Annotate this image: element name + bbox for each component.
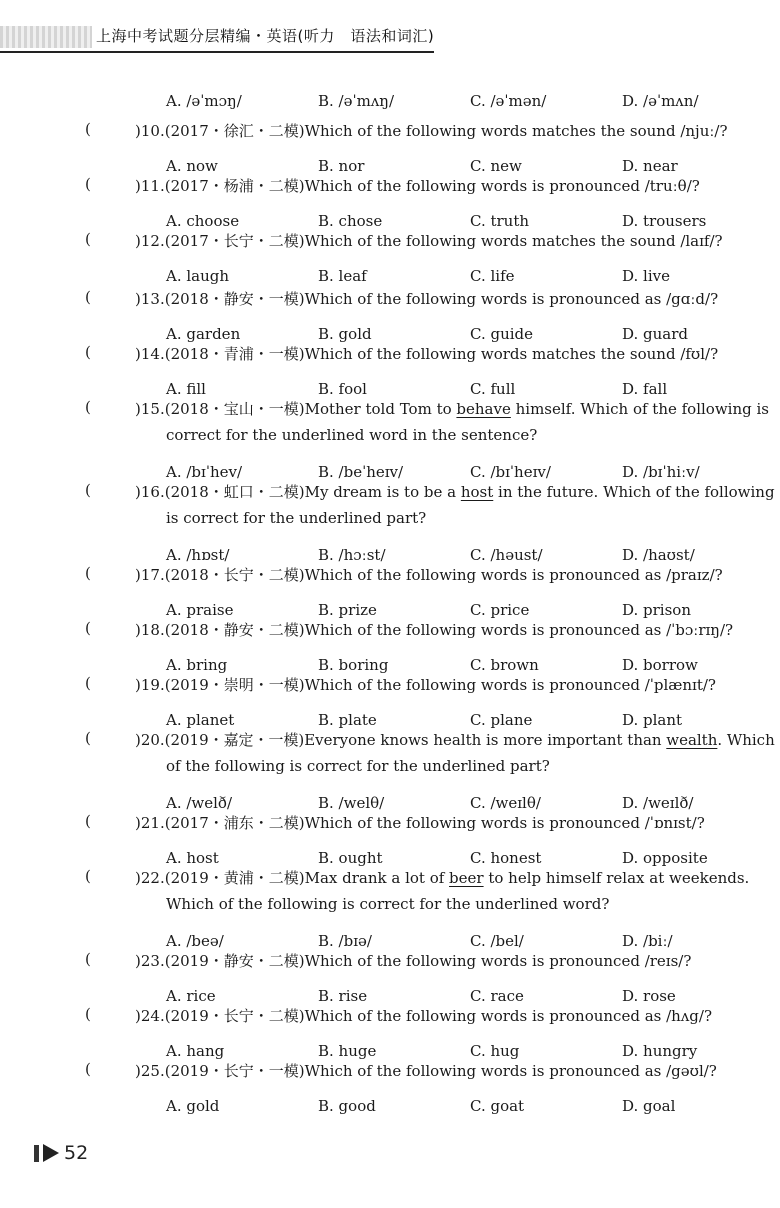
answer-bracket[interactable]: (	[85, 619, 91, 637]
option-c: C. honest	[470, 849, 542, 867]
option-a: A. praise	[166, 601, 234, 619]
question-25	[85, 1060, 770, 1082]
question-stem: (2018・静安・二模)Which of the following words is pronounced as /ˈbɔːrɪŋ/?	[164, 621, 734, 639]
option-d: D. rose	[622, 987, 676, 1005]
question-20	[85, 729, 775, 751]
question-number: )12.	[135, 232, 165, 250]
option-c: C. truth	[470, 212, 530, 230]
question-continuation: Which of the following is correct for the underlined word?	[166, 895, 610, 913]
option-a: A. hang	[166, 1042, 225, 1060]
answer-bracket[interactable]: (	[85, 1060, 91, 1078]
option-b: B. /hɔːst/	[318, 546, 386, 564]
option-d: D. /haʊst/	[622, 546, 695, 564]
option-a: A. /əˈmɔŋ/	[166, 92, 242, 110]
answer-bracket[interactable]: (	[85, 729, 91, 747]
underlined-word: host	[460, 483, 494, 501]
option-a: A. /welð/	[166, 794, 233, 812]
question-text	[135, 812, 705, 833]
option-a: A. bring	[166, 656, 228, 674]
question-number: )10.	[135, 122, 165, 140]
option-b: B. chose	[318, 212, 383, 230]
option-b: B. nor	[318, 157, 365, 175]
option-d: D. /biː/	[622, 932, 673, 950]
question-stem: (2019・长宁・一模)Which of the following words is pronounced as /gəʊl/?	[164, 1062, 717, 1080]
option-d: D. live	[622, 267, 670, 285]
question-10	[85, 120, 770, 142]
question-stem: (2017・浦东・二模)Which of the following words is pronounced /ˈɒnɪst/?	[164, 814, 705, 832]
option-b: B. fool	[318, 380, 367, 398]
header-decor-band	[0, 26, 92, 48]
answer-bracket[interactable]: (	[85, 812, 91, 830]
question-text	[135, 343, 718, 364]
question-stem: (2018・静安・一模)Which of the following words is pronounced as /gɑːd/?	[164, 290, 719, 308]
option-a: A. /hɒst/	[166, 546, 230, 564]
question-text	[135, 950, 691, 971]
answer-bracket[interactable]: (	[85, 230, 91, 248]
question-stem: (2019・静安・二模)Which of the following words is pronounced /reɪs/?	[164, 952, 692, 970]
question-text	[135, 120, 728, 141]
question-15	[85, 398, 770, 420]
option-d: D. plant	[622, 711, 683, 729]
answer-bracket[interactable]: (	[85, 674, 91, 692]
option-b: B. boring	[318, 656, 389, 674]
question-number: )14.	[135, 345, 165, 363]
option-d: D. /weɪlð/	[622, 794, 694, 812]
question-text	[135, 481, 775, 502]
question-stem: (2018・虹口・二模)My dream is to be a	[164, 483, 461, 501]
option-d: D. goal	[622, 1097, 676, 1115]
question-16	[85, 481, 775, 503]
option-b: B. /welθ/	[318, 794, 385, 812]
option-b: B. ought	[318, 849, 383, 867]
option-a: A. planet	[166, 711, 235, 729]
question-number: )18.	[135, 621, 165, 639]
question-stem: (2017・徐汇・二模)Which of the following words matches the sound /njuː/?	[164, 122, 728, 140]
question-text	[135, 867, 749, 888]
option-d: D. guard	[622, 325, 689, 343]
answer-bracket[interactable]: (	[85, 343, 91, 361]
answer-bracket[interactable]: (	[85, 398, 91, 416]
page-header	[0, 22, 434, 56]
option-c: C. life	[470, 267, 515, 285]
answer-bracket[interactable]: (	[85, 175, 91, 193]
option-b: B. huge	[318, 1042, 377, 1060]
question-number: )23.	[135, 952, 165, 970]
option-a: A. host	[166, 849, 219, 867]
option-d: D. prison	[622, 601, 691, 619]
option-b: B. /əˈmʌŋ/	[318, 92, 395, 110]
question-19	[85, 674, 770, 696]
option-a: A. choose	[166, 212, 240, 230]
question-stem: (2018・青浦・一模)Which of the following words matches the sound /fʊl/?	[164, 345, 719, 363]
question-text	[135, 288, 718, 309]
option-b: B. leaf	[318, 267, 367, 285]
option-d: D. /bɪˈhiːv/	[622, 463, 700, 481]
option-d: D. fall	[622, 380, 668, 398]
footer-bar-mark	[34, 1145, 39, 1162]
question-number: )16.	[135, 483, 165, 501]
option-c: C. new	[470, 157, 522, 175]
question-stem-end: in the future. Which of the following	[493, 483, 775, 501]
question-stem: (2018・长宁・二模)Which of the following words is pronounced as /praɪz/?	[164, 566, 723, 584]
question-stem: (2019・黄浦・二模)Max drank a lot of	[164, 869, 450, 887]
option-a: A. /beə/	[166, 932, 224, 950]
option-c: C. hug	[470, 1042, 520, 1060]
option-a: A. fill	[166, 380, 206, 398]
question-number: )17.	[135, 566, 165, 584]
question-text	[135, 729, 775, 750]
option-c: C. race	[470, 987, 524, 1005]
question-number: )19.	[135, 676, 165, 694]
option-c: C. /əˈmən/	[470, 92, 547, 110]
question-number: )22.	[135, 869, 165, 887]
option-c: C. plane	[470, 711, 533, 729]
answer-bracket[interactable]: (	[85, 564, 91, 582]
option-d: D. borrow	[622, 656, 698, 674]
option-b: B. good	[318, 1097, 376, 1115]
option-c: C. brown	[470, 656, 539, 674]
option-d: D. /əˈmʌn/	[622, 92, 699, 110]
page-number: 52	[64, 1142, 89, 1164]
question-text	[135, 1060, 717, 1081]
question-stem: (2017・杨浦・二模)Which of the following words is pronounced /truːθ/?	[164, 177, 700, 195]
option-c: C. guide	[470, 325, 534, 343]
option-c: C. price	[470, 601, 530, 619]
option-d: D. trousers	[622, 212, 707, 230]
answer-bracket[interactable]: (	[85, 1005, 91, 1023]
option-b: B. plate	[318, 711, 377, 729]
question-12	[85, 230, 770, 252]
play-arrow-icon	[43, 1144, 59, 1162]
underlined-word: beer	[449, 869, 484, 887]
question-text	[135, 398, 769, 419]
question-number: )21.	[135, 814, 165, 832]
option-a: A. garden	[166, 325, 241, 343]
question-number: )25.	[135, 1062, 165, 1080]
question-stem: (2019・崇明・一模)Which of the following words is pronounced /ˈplænɪt/?	[164, 676, 716, 694]
question-number: )24.	[135, 1007, 165, 1025]
option-b: B. rise	[318, 987, 368, 1005]
option-a: A. /bɪˈhev/	[166, 463, 243, 481]
option-c: C. /həust/	[470, 546, 543, 564]
option-d: D. near	[622, 157, 678, 175]
question-stem: (2018・宝山・一模)Mother told Tom to	[164, 400, 457, 418]
option-b: B. gold	[318, 325, 372, 343]
question-13	[85, 288, 770, 310]
question-number: )20.	[135, 731, 165, 749]
option-b: B. prize	[318, 601, 377, 619]
option-a: A. now	[166, 157, 218, 175]
option-a: A. laugh	[166, 267, 230, 285]
underlined-word: behave	[456, 400, 511, 418]
question-11	[85, 175, 770, 197]
question-number: )11.	[135, 177, 165, 195]
question-stem-end: himself. Which of the following is	[510, 400, 769, 418]
underlined-word: wealth	[666, 731, 718, 749]
question-stem: (2019・长宁・二模)Which of the following words is pronounced as /hʌg/?	[164, 1007, 712, 1025]
answer-bracket[interactable]: (	[85, 867, 91, 885]
question-text	[135, 674, 716, 695]
answer-bracket[interactable]: (	[85, 481, 91, 499]
question-21	[85, 812, 770, 834]
question-stem: (2019・嘉定・一模)Everyone knows health is more important than	[164, 731, 667, 749]
book-title: 上海中考试题分层精编・英语(听力 语法和词汇)	[96, 27, 435, 45]
question-continuation: is correct for the underlined part?	[166, 509, 427, 527]
question-stem-end: . Which	[717, 731, 775, 749]
option-c: C. /bel/	[470, 932, 524, 950]
question-18	[85, 619, 770, 641]
question-24	[85, 1005, 770, 1027]
option-a: A. gold	[166, 1097, 220, 1115]
question-text	[135, 564, 723, 585]
question-17	[85, 564, 770, 586]
option-c: C. goat	[470, 1097, 525, 1115]
question-22	[85, 867, 770, 889]
question-text	[135, 619, 733, 640]
answer-bracket[interactable]: (	[85, 950, 91, 968]
question-text	[135, 230, 723, 251]
option-c: C. full	[470, 380, 516, 398]
option-b: B. /beˈheɪv/	[318, 463, 404, 481]
question-number: )13.	[135, 290, 165, 308]
answer-bracket[interactable]: (	[85, 120, 91, 138]
option-c: C. /weɪlθ/	[470, 794, 541, 812]
header-rule	[0, 51, 434, 53]
option-b: B. /bɪə/	[318, 932, 372, 950]
answer-bracket[interactable]: (	[85, 288, 91, 306]
question-23	[85, 950, 770, 972]
question-text	[135, 175, 700, 196]
question-number: )15.	[135, 400, 165, 418]
option-d: D. opposite	[622, 849, 708, 867]
option-d: D. hungry	[622, 1042, 698, 1060]
option-c: C. /bɪˈheɪv/	[470, 463, 551, 481]
question-stem: (2017・长宁・二模)Which of the following words matches the sound /laɪf/?	[164, 232, 723, 250]
question-14	[85, 343, 770, 365]
question-continuation: correct for the underlined word in the sentence?	[166, 426, 538, 444]
question-continuation: of the following is correct for the underlined part?	[166, 757, 550, 775]
option-a: A. rice	[166, 987, 216, 1005]
question-stem-end: to help himself relax at weekends.	[483, 869, 750, 887]
question-text	[135, 1005, 712, 1026]
